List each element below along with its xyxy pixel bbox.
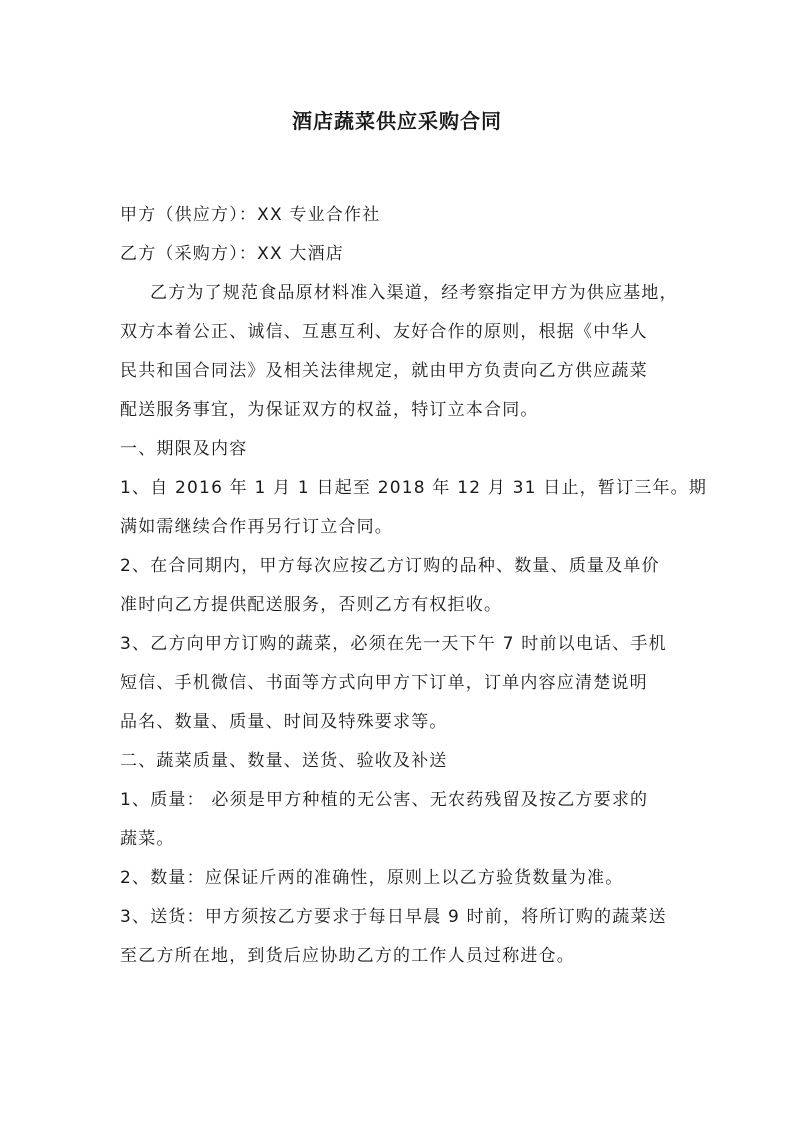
party-a-line: 甲方（供应方）：XX 专业合作社 <box>120 205 381 225</box>
preamble-line: 乙方为了规范食品原材料准入渠道，经考察指定甲方为供应基地， <box>150 283 678 303</box>
section-2-clause-3 <box>120 898 690 976</box>
clause-line: 准时向乙方提供配送服务，否则乙方有权拒收。 <box>120 595 503 615</box>
preamble-line: 配送服务事宜，为保证双方的权益，特订立本合同。 <box>120 400 539 420</box>
clause-line: 蔬菜。 <box>120 829 175 849</box>
section-1-clause-2 <box>120 547 690 625</box>
section-1-clause-1 <box>120 469 708 547</box>
section-1-heading: 一、期限及内容 <box>120 439 248 459</box>
section-2-clause-1 <box>120 781 690 859</box>
clause-line: 2、数量：应保证斤两的准确性，原则上以乙方验货数量为准。 <box>120 868 624 888</box>
contract-title: 酒店蔬菜供应采购合同 <box>292 109 502 133</box>
section-2-heading: 二、蔬菜质量、数量、送货、验收及补送 <box>120 751 448 771</box>
clause-line: 3、乙方向甲方订购的蔬菜，必须在先一天下午 7 时前以电话、手机 <box>120 634 667 654</box>
clause-line: 至乙方所在地，到货后应协助乙方的工作人员过称进仓。 <box>120 946 575 966</box>
clause-line: 1、自 2016 年 1 月 1 日起至 2018 年 12 月 31 日止，暂订三年。期 <box>120 478 708 498</box>
clause-line: 短信、手机微信、书面等方式向甲方下订单，订单内容应清楚说明 <box>120 673 648 693</box>
preamble-line: 双方本着公正、诚信、互惠互利、友好合作的原则，根据《中华人 <box>120 322 648 342</box>
clause-line: 满如需继续合作再另行订立合同。 <box>120 517 393 537</box>
clause-line: 3、送货：甲方须按乙方要求于每日早晨 9 时前，将所订购的蔬菜送 <box>120 907 667 927</box>
clause-line: 2、在合同期内，甲方每次应按乙方订购的品种、数量、质量及单价 <box>120 556 660 576</box>
preamble-paragraph <box>120 274 690 430</box>
contract-body <box>120 196 708 976</box>
section-1-clause-3 <box>120 625 690 742</box>
clause-line: 品名、数量、质量、时间及特殊要求等。 <box>120 712 448 732</box>
clause-line: 1、质量： 必须是甲方种植的无公害、无农药残留及按乙方要求的 <box>120 790 649 810</box>
preamble-line: 民共和国合同法》及相关法律规定，就由甲方负责向乙方供应蔬菜 <box>120 361 648 381</box>
party-b-line: 乙方（采购方）：XX 大酒店 <box>120 244 344 264</box>
section-2-clause-2 <box>120 859 690 898</box>
